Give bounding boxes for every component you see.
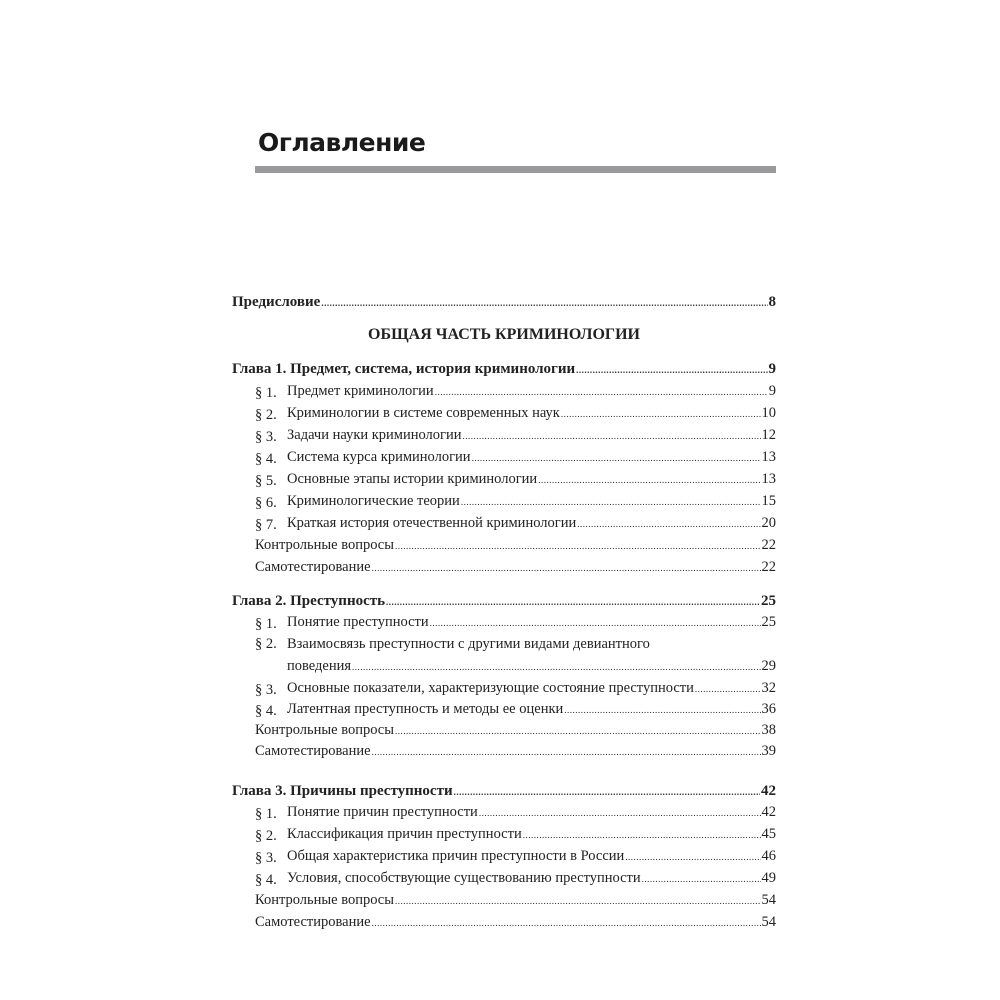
entry-title: Предисловие	[232, 294, 321, 310]
dot-leader	[395, 541, 761, 551]
entry-title-line1: Взаимосвязь преступности с другими видами девиантного	[287, 636, 650, 652]
section-number: § 5.	[255, 473, 277, 489]
entry-title: Основные этапы истории криминологии	[287, 471, 538, 487]
toc-entry[interactable]	[287, 701, 776, 721]
entry-title: Краткая история отечественной криминологии	[287, 515, 577, 531]
section-number: § 3.	[255, 850, 277, 866]
dot-leader	[321, 298, 767, 308]
page-number: 29	[761, 658, 776, 674]
dot-leader	[430, 618, 761, 628]
part-heading: ОБЩАЯ ЧАСТЬ КРИМИНОЛОГИИ	[368, 326, 640, 343]
dot-leader	[372, 918, 761, 928]
toc-entry[interactable]	[287, 826, 776, 846]
page-number: 25	[761, 614, 776, 630]
entry-title: Предмет криминологии	[287, 383, 434, 399]
page-number: 32	[761, 680, 776, 696]
toc-entry[interactable]	[232, 361, 776, 381]
toc-entry[interactable]	[287, 405, 776, 425]
page-number: 25	[761, 593, 776, 609]
toc-entry[interactable]	[287, 515, 776, 535]
dot-leader	[577, 519, 760, 529]
entry-title: Задачи науки криминологии	[287, 427, 462, 443]
dot-leader	[472, 453, 761, 463]
section-number: § 2.	[255, 636, 277, 652]
page-title: Оглавление	[258, 128, 426, 157]
section-number: § 4.	[255, 872, 277, 888]
page-number: 12	[761, 427, 776, 443]
entry-title: Криминологические теории	[287, 493, 460, 509]
title-underline	[255, 166, 776, 173]
dot-leader	[642, 874, 761, 884]
toc-entry[interactable]	[287, 870, 776, 890]
page-number: 39	[761, 743, 776, 759]
entry-title: Контрольные вопросы	[255, 722, 394, 738]
dot-leader	[576, 365, 767, 375]
page-number: 22	[761, 537, 776, 553]
toc-entry[interactable]	[287, 680, 776, 700]
entry-title: Система курса криминологии	[287, 449, 471, 465]
dot-leader	[372, 747, 761, 757]
dot-leader	[695, 684, 761, 694]
dot-leader	[372, 563, 761, 573]
entry-title: Классификация причин преступности	[287, 826, 522, 842]
page-number: 54	[761, 914, 776, 930]
dot-leader	[461, 497, 761, 507]
entry-title: Криминологии в системе современных наук	[287, 405, 560, 421]
entry-title: Глава 3. Причины преступности	[232, 783, 453, 799]
entry-title: Контрольные вопросы	[255, 537, 394, 553]
dot-leader	[523, 830, 761, 840]
dot-leader	[564, 705, 760, 715]
dot-leader	[386, 597, 760, 607]
entry-title: поведения	[287, 658, 352, 674]
toc-entry[interactable]	[232, 593, 776, 613]
toc-entry[interactable]	[287, 614, 776, 634]
page-number: 8	[768, 294, 776, 310]
toc-entry[interactable]	[255, 722, 776, 742]
toc-entry[interactable]	[287, 804, 776, 824]
entry-title: Основные показатели, характеризующие состояние преступности	[287, 680, 694, 696]
toc-entry[interactable]	[255, 914, 776, 934]
dot-leader	[454, 787, 760, 797]
section-number: § 1.	[255, 385, 277, 401]
entry-title: Латентная преступность и методы ее оценки	[287, 701, 564, 717]
section-number: § 2.	[255, 407, 277, 423]
entry-title: Самотестирование	[255, 559, 371, 575]
entry-title: Условия, способствующие существованию преступности	[287, 870, 641, 886]
section-number: § 2.	[255, 828, 277, 844]
section-number: § 3.	[255, 682, 277, 698]
dot-leader	[479, 808, 761, 818]
dot-leader	[561, 409, 761, 419]
toc-entry[interactable]	[287, 471, 776, 491]
page-number: 15	[761, 493, 776, 509]
entry-title: Понятие причин преступности	[287, 804, 478, 820]
toc-entry[interactable]	[287, 383, 776, 403]
page-number: 46	[761, 848, 776, 864]
section-number: § 6.	[255, 495, 277, 511]
section-number: § 1.	[255, 616, 277, 632]
dot-leader	[625, 852, 760, 862]
page-number: 13	[761, 471, 776, 487]
entry-title: Глава 2. Преступность	[232, 593, 386, 609]
toc-entry[interactable]	[287, 493, 776, 513]
toc-entry[interactable]	[287, 427, 776, 447]
page-number: 49	[761, 870, 776, 886]
page-number: 20	[761, 515, 776, 531]
page-number: 42	[761, 783, 776, 799]
entry-title: Понятие преступности	[287, 614, 429, 630]
entry-title: Самотестирование	[255, 743, 371, 759]
section-number: § 1.	[255, 806, 277, 822]
page-number: 38	[761, 722, 776, 738]
dot-leader	[538, 475, 760, 485]
toc-entry[interactable]	[255, 743, 776, 763]
page-number: 42	[761, 804, 776, 820]
toc-entry[interactable]	[255, 892, 776, 912]
page-number: 36	[761, 701, 776, 717]
entry-title: Глава 1. Предмет, система, история криминологии	[232, 361, 576, 377]
toc-entry[interactable]	[232, 294, 776, 314]
dot-leader	[352, 662, 760, 672]
section-number: § 4.	[255, 703, 277, 719]
toc-entry[interactable]	[287, 658, 776, 678]
section-number: § 4.	[255, 451, 277, 467]
entry-title: Общая характеристика причин преступности в России	[287, 848, 625, 864]
page-number: 54	[761, 892, 776, 908]
toc-entry[interactable]	[287, 848, 776, 868]
page-number: 10	[761, 405, 776, 421]
entry-title: Самотестирование	[255, 914, 371, 930]
page-number: 9	[768, 383, 776, 399]
page-number: 45	[761, 826, 776, 842]
dot-leader	[395, 726, 761, 736]
section-number: § 7.	[255, 517, 277, 533]
toc-entry[interactable]	[255, 559, 776, 579]
entry-title: Контрольные вопросы	[255, 892, 394, 908]
page-number: 9	[768, 361, 776, 377]
page-number: 13	[761, 449, 776, 465]
dot-leader	[463, 431, 761, 441]
toc-entry[interactable]	[232, 783, 776, 803]
dot-leader	[395, 896, 761, 906]
section-number: § 3.	[255, 429, 277, 445]
toc-entry[interactable]	[255, 537, 776, 557]
toc-entry[interactable]	[287, 449, 776, 469]
page-number: 22	[761, 559, 776, 575]
dot-leader	[435, 387, 768, 397]
